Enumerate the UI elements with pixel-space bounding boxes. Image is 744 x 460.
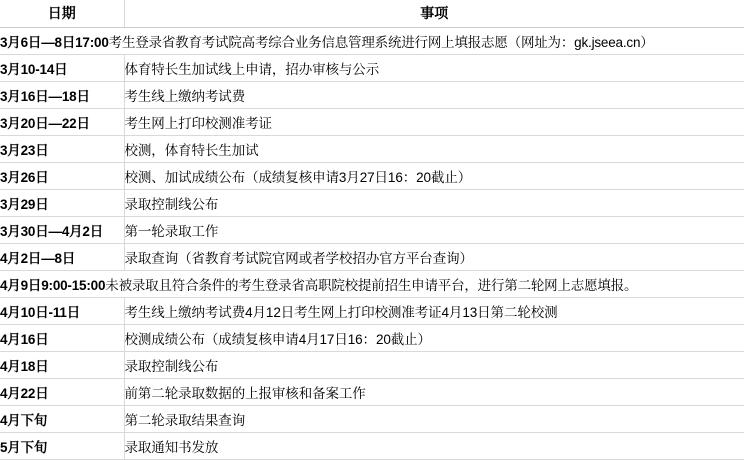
cell-item: 考生网上打印校测准考证 (124, 109, 744, 136)
table-row (0, 109, 744, 136)
cell-item: 考生登录省教育考试院高考综合业务信息管理系统进行网上填报志愿（网址为：gk.jseea.cn） (108, 35, 654, 50)
table-row (0, 244, 744, 271)
table-row (0, 82, 744, 109)
cell-item: 录取通知书发放 (124, 433, 744, 460)
table-cell-combined (0, 28, 744, 55)
table-row (0, 28, 744, 55)
cell-date: 3月26日 (0, 163, 124, 190)
cell-date: 3月16日—18日 (0, 82, 124, 109)
column-header-date: 日期 (0, 0, 124, 28)
table-cell-combined (0, 271, 744, 298)
cell-item: 考生线上缴纳考试费 (124, 82, 744, 109)
table-row (0, 190, 744, 217)
cell-date: 3月10-14日 (0, 55, 124, 82)
table-row (0, 136, 744, 163)
cell-date: 5月下旬 (0, 433, 124, 460)
cell-item: 前第二轮录取数据的上报审核和备案工作 (124, 379, 744, 406)
cell-date: 4月18日 (0, 352, 124, 379)
table-row (0, 352, 744, 379)
cell-date: 4月16日 (0, 325, 124, 352)
cell-item: 未被录取且符合条件的考生登录省高职院校提前招生申请平台，进行第二轮网上志愿填报。 (105, 278, 638, 293)
table-row (0, 379, 744, 406)
cell-item: 第二轮录取结果查询 (124, 406, 744, 433)
table-header (0, 0, 744, 28)
cell-item: 录取查询（省教育考试院官网或者学校招办官方平台查询） (124, 244, 744, 271)
cell-item: 考生线上缴纳考试费4月12日考生网上打印校测准考证4月13日第二轮校测 (124, 298, 744, 325)
header-row (0, 0, 744, 28)
cell-date: 3月6日—8日17:00 (0, 35, 109, 50)
cell-date: 3月20日—22日 (0, 109, 124, 136)
cell-item: 校测，体育特长生加试 (124, 136, 744, 163)
cell-date: 4月9日9:00-15:00 (0, 278, 106, 293)
cell-date: 4月2日—8日 (0, 244, 124, 271)
table-row (0, 271, 744, 298)
table-row (0, 55, 744, 82)
cell-date: 3月29日 (0, 190, 124, 217)
table-row (0, 217, 744, 244)
cell-item: 录取控制线公布 (124, 190, 744, 217)
cell-date: 4月10日-11日 (0, 298, 124, 325)
table-body (0, 28, 744, 460)
cell-item: 校测、加试成绩公布（成绩复核申请3月27日16：20截止） (124, 163, 744, 190)
cell-item: 体育特长生加试线上申请，招办审核与公示 (124, 55, 744, 82)
table-row (0, 298, 744, 325)
cell-date: 3月23日 (0, 136, 124, 163)
cell-item: 第一轮录取工作 (124, 217, 744, 244)
column-header-item: 事项 (124, 0, 744, 28)
cell-date: 3月30日—4月2日 (0, 217, 124, 244)
cell-date: 4月下旬 (0, 406, 124, 433)
cell-date: 4月22日 (0, 379, 124, 406)
table-row (0, 433, 744, 460)
table-row (0, 325, 744, 352)
table-row (0, 163, 744, 190)
cell-item: 校测成绩公布（成绩复核申请4月17日16：20截止） (124, 325, 744, 352)
cell-item: 录取控制线公布 (124, 352, 744, 379)
table-row (0, 406, 744, 433)
